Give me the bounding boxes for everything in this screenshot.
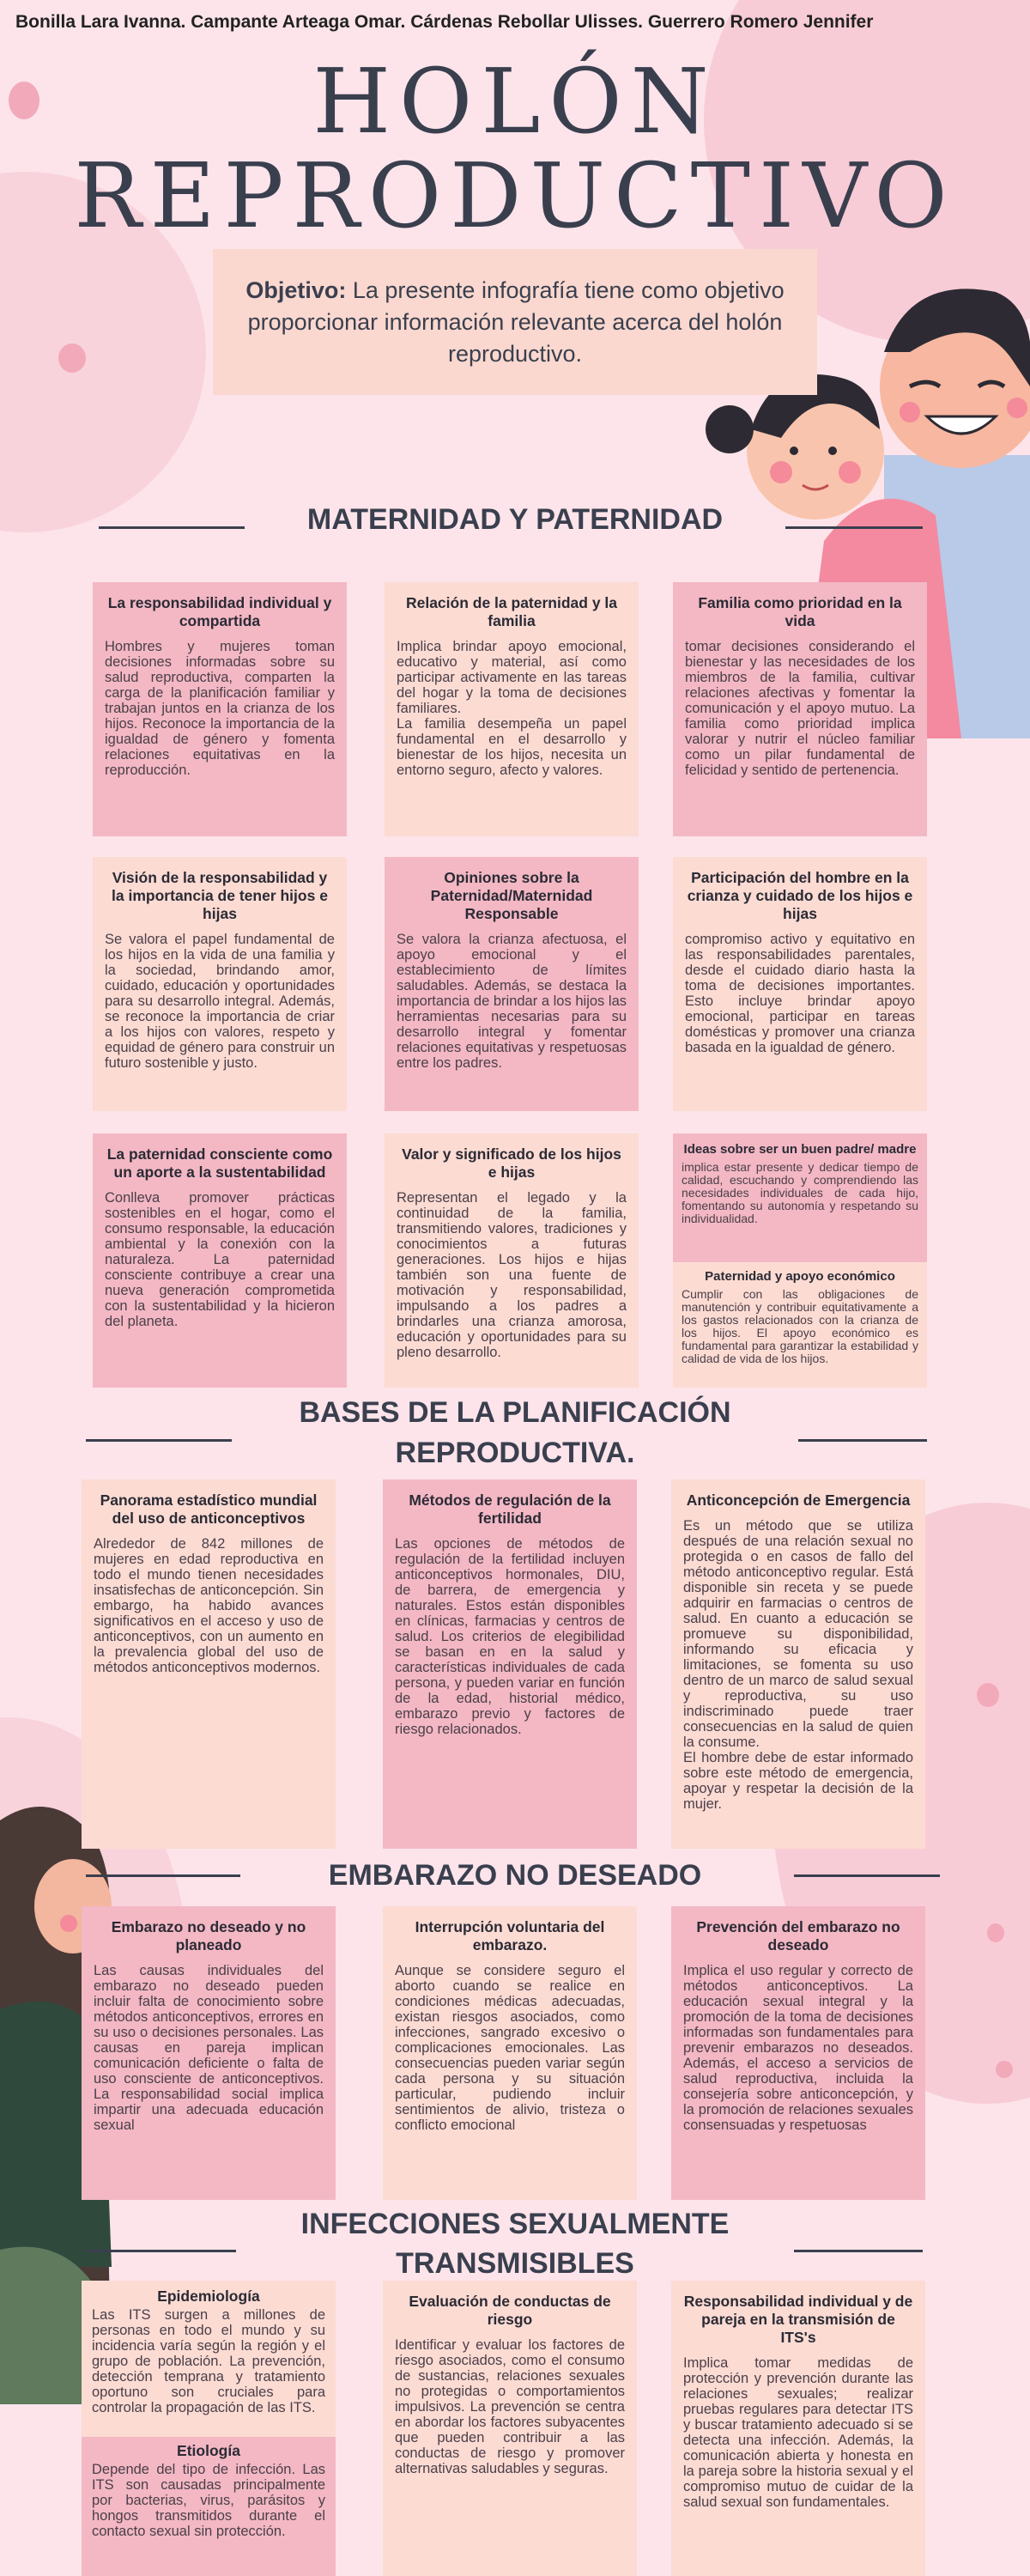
card-body: Representan el legado y la continuidad de la familia, transmitiendo valores, tradiciones y conocimientos a futuras generaciones. Los hijos e hijas también son una fuente de motivación y responsabilidad, impulsando a los padres a brindarles una crianza amorosa, educación y oportunidades para su pleno desarrollo. <box>397 1190 627 1360</box>
card-title: Interrupción voluntaria del embarazo. <box>415 1918 605 1953</box>
card-anticoncepcion-emergencia <box>671 1479 925 1849</box>
card-responsabilidad-its <box>671 2281 925 2576</box>
card-etiologia <box>82 2437 336 2576</box>
decor-dot <box>977 1683 999 1707</box>
card-body: Las causas individuales del embarazo no deseado pueden incluir falta de conocimiento sobre métodos anticonceptivos, errores en su uso o decisiones personales. Las causas en pareja implican comunicación deficiente o falta de uso consciente de anticonceptivos. La responsabilidad social implica impartir una adecuada educación sexual <box>94 1963 324 2133</box>
card-title: La responsabilidad individual y compartida <box>107 594 332 629</box>
card-title: Embarazo no deseado y no planeado <box>111 1918 306 1953</box>
card-title: Métodos de regulación de la fertilidad <box>409 1492 611 1527</box>
card-title: Familia como prioridad en la vida <box>698 594 902 629</box>
card-familia-prioridad <box>673 582 927 836</box>
card-participacion-hombre <box>673 857 927 1111</box>
card-body: Implica tomar medidas de protección y prevención durante las relaciones sexuales; realizar pruebas regulares para detectar ITS y buscar tratamiento adecuado si se detecta una infección. Además, la comunicación abierta y honesta en la pareja sobre la historia sexual y el compromiso mutuo de cuidar de la salud sexual son fundamentales. <box>683 2355 913 2510</box>
card-epidemiologia-etiologia <box>82 2281 336 2576</box>
card-apoyo-economico <box>673 1262 927 1372</box>
section-rule <box>794 2250 923 2252</box>
card-body: Implica brindar apoyo emocional, educativo y material, así como participar activamente en las tareas del hogar y la toma de decisiones familiares. La familia desempeña un papel fundamental en el desarrollo y bienestar de los hijos, necesita un entorno seguro, afecto y valores. <box>397 639 627 778</box>
decor-dot <box>58 343 86 373</box>
card-paternidad-consciente <box>93 1133 347 1388</box>
section-heading-planificacion-1: BASES DE LA PLANIFICACIÓN <box>299 1396 731 1429</box>
card-body: Es un método que se utiliza después de una relación sexual no protegida o en casos de fallo del método anticonceptivo regular. Está disponible sin receta y se puede adquirir en farmacias o centros de salud. En cuanto a educación se promueve su disponibilidad, informando su eficacia y limitaciones, se fomenta su uso dentro de un marco de salud sexual y reproductiva, su uso indiscriminado puede traer consecuencias en la salud de quien la consume. El hombre debe de estar informado sobre este método de emergencia, apoyar y respetar la decisión de la mujer. <box>683 1518 913 1812</box>
card-valor-hijos <box>385 1133 639 1388</box>
decor-dot <box>996 2061 1013 2078</box>
section-heading-its-1: INFECCIONES SEXUALMENTE <box>300 2208 730 2240</box>
card-interrupcion-voluntaria <box>383 1906 637 2200</box>
authors-line: Bonilla Lara Ivanna. Campante Arteaga Omar. Cárdenas Rebollar Ulisses. Guerrero Romero Jennifer <box>15 12 874 32</box>
card-title: Valor y significado de los hijos e hijas <box>402 1145 621 1181</box>
objective-text: La presente infografía tiene como objetivo proporcionar información relevante acerca del holón reproductivo. <box>247 276 785 367</box>
card-vision-responsabilidad <box>93 857 347 1111</box>
objective-label: Objetivo: <box>245 276 347 303</box>
card-prevencion-embarazo <box>671 1906 925 2200</box>
card-responsabilidad-individual <box>93 582 347 836</box>
card-body: Cumplir con las obligaciones de manutención y contribuir equitativamente a los gastos relacionados con la crianza de los hijos. El apoyo económico es fundamental para garantizar la estabilidad y calidad de vida de los hijos. <box>682 1287 918 1365</box>
section-heading-maternidad: MATERNIDAD Y PATERNIDAD <box>306 503 724 536</box>
section-rule <box>798 1439 927 1442</box>
section-heading-planificacion-2: REPRODUCTIVA. <box>395 1437 635 1469</box>
card-buen-padre <box>673 1133 927 1388</box>
card-title: Epidemiología <box>157 2287 260 2305</box>
page-title-line2: REPRODUCTIVO <box>74 143 956 248</box>
card-body: Las ITS surgen a millones de personas en todo el mundo y su incidencia varía según la región y el grupo de población. La prevención, detección temprana y tratamiento oportuno son cruciales para controlar la propagación de las ITS. <box>92 2307 325 2415</box>
card-title: Evaluación de conductas de riesgo <box>409 2293 611 2328</box>
section-heading-embarazo: EMBARAZO NO DESEADO <box>328 1859 702 1892</box>
card-title: Prevención del embarazo no deseado <box>696 1918 900 1953</box>
card-body: Se valora el papel fundamental de los hijos en la vida de una familia y la sociedad, brindando amor, cuidado, educación y oportunidades para su desarrollo integral. Además, se reconoce la importancia de criar a los hijos con valores, respeto y equidad de género para construir un futuro sostenible y justo. <box>105 932 335 1071</box>
card-body: Las opciones de métodos de regulación de la fertilidad incluyen anticonceptivos hormonales, DIU, de barrera, de emergencia y naturales. Estos están disponibles en clínicas, farmacias y centros de salud. Los criterios de elegibilidad se basan en en la salud y características individuales de cada persona, y pueden variar en función de la edad, historial médico, embarazo previo y factores de riesgo relacionados. <box>395 1536 625 1737</box>
card-title: Participación del hombre en la crianza y cuidado de los hijos e hijas <box>687 869 913 922</box>
card-body: tomar decisiones considerando el bienestar y las necesidades de los miembros de la familia, cultivar relaciones afectivas y fomentar la comunicación y el apoyo mutuo. La familia como prioridad implica valorar y nutrir el núcleo familiar como un pilar fundamental de felicidad y sentido de pertenencia. <box>685 639 915 778</box>
card-body: Identificar y evaluar los factores de riesgo asociados, como el consumo de sustancias, relaciones sexuales no protegidas o comportamientos impulsivos. La prevención se centra en abordar los factores subyacentes que pueden contribuir a las conductas de riesgo y promover alternativas saludables y seguras. <box>395 2337 625 2476</box>
section-heading-its-2: TRANSMISIBLES <box>396 2247 634 2280</box>
card-title: Panorama estadístico mundial del uso de anticonceptivos <box>100 1492 318 1527</box>
card-body: Depende del tipo de infección. Las ITS son causadas principalmente por bacterias, virus, parásitos y hongos transmitidos durante el contacto sexual sin protección. <box>92 2462 325 2539</box>
card-metodos-regulacion <box>383 1479 637 1849</box>
card-title: Relación de la paternidad y la familia <box>405 594 618 629</box>
card-body: Aunque se considere seguro el aborto cuando se realice en condiciones médicas adecuadas, existan riesgos asociados, como infecciones, sangrado excesivo o complicaciones emocionales. Las consecuencias pueden variar según cada persona y su situación particular, pudiendo incluir sentimientos de alivio, tristeza o conflicto emocional <box>395 1963 625 2133</box>
card-body: Hombres y mujeres toman decisiones informadas sobre su salud reproductiva, comparten la carga de la planificación familiar y trabajan juntos en la crianza de los hijos. Reconoce la importancia de la igualdad de género y fomenta relaciones equitativas en la reproducción. <box>105 639 335 778</box>
card-title: Anticoncepción de Emergencia <box>686 1492 911 1509</box>
card-opiniones-paternidad <box>385 857 639 1111</box>
card-title: Ideas sobre ser un buen padre/ madre <box>683 1142 917 1157</box>
section-rule <box>785 526 923 529</box>
card-embarazo-no-deseado <box>82 1906 336 2200</box>
card-body: compromiso activo y equitativo en las responsabilidades parentales, desde el cuidado diario hasta la toma de decisiones importantes. Esto incluye brindar apoyo emocional, participar en tareas domésticas y promover una crianza basada en la igualdad de género. <box>685 932 915 1055</box>
objective-box <box>213 249 817 395</box>
card-body: Implica el uso regular y correcto de métodos anticonceptivos. La educación sexual integral y la promoción de la toma de decisiones informadas son fundamentales para prevenir embarazos no deseados. Además, el acceso a servicios de salud reproductiva, incluida la consejería sobre anticoncepción, y la promoción de relaciones sexuales consensuadas y respetuosas <box>683 1963 913 2133</box>
card-evaluacion-conductas <box>383 2281 637 2576</box>
card-body: Alrededor de 842 millones de mujeres en edad reproductiva en todo el mundo tienen necesidades insatisfechas de anticoncepción. Sin embargo, ha habido avances significativos en el acceso y uso de anticonceptivos, con un aumento en la prevalencia global del uso de métodos anticonceptivos modernos. <box>94 1536 324 1675</box>
card-body: Conlleva promover prácticas sostenibles en el hogar, como el consumo responsable, la educación ambiental y la conexión con la naturaleza. La paternidad consciente contribuye a crear una nueva generación comprometida con la sustentabilidad y la hicieron del planeta. <box>105 1190 335 1329</box>
section-rule <box>794 1874 940 1877</box>
decor-dot <box>987 1923 1004 1942</box>
card-title: Opiniones sobre la Paternidad/Maternidad Responsable <box>430 869 593 922</box>
card-title: Visión de la responsabilidad y la importancia de tener hijos e hijas <box>112 869 328 922</box>
card-relacion-paternidad <box>385 582 639 836</box>
card-epidemiologia <box>82 2281 336 2437</box>
card-body: Se valora la crianza afectuosa, el apoyo emocional y el establecimiento de límites saludables. Además, se destaca la importancia de brindar a los hijos las herramientas necesarias para su desarrollo integral y fomentar relaciones equitativas y respetuosas entre los padres. <box>397 932 627 1071</box>
card-title: Responsabilidad individual y de pareja en la transmisión de ITS's <box>683 2293 913 2346</box>
card-title: Paternidad y apoyo económico <box>705 1269 895 1284</box>
card-body: implica estar presente y dedicar tiempo de calidad, escuchando y comprendiendo las necesidades individuales de cada hijo, fomentando su autonomía y respetando su individualidad. <box>682 1160 918 1225</box>
card-title: Etiología <box>177 2442 240 2459</box>
page-title-line1: HOLÓN <box>312 49 718 154</box>
card-panorama-anticonceptivos <box>82 1479 336 1849</box>
card-title: La paternidad consciente como un aporte a la sustentabilidad <box>106 1145 333 1181</box>
card-buen-padre-ideas <box>673 1133 927 1262</box>
